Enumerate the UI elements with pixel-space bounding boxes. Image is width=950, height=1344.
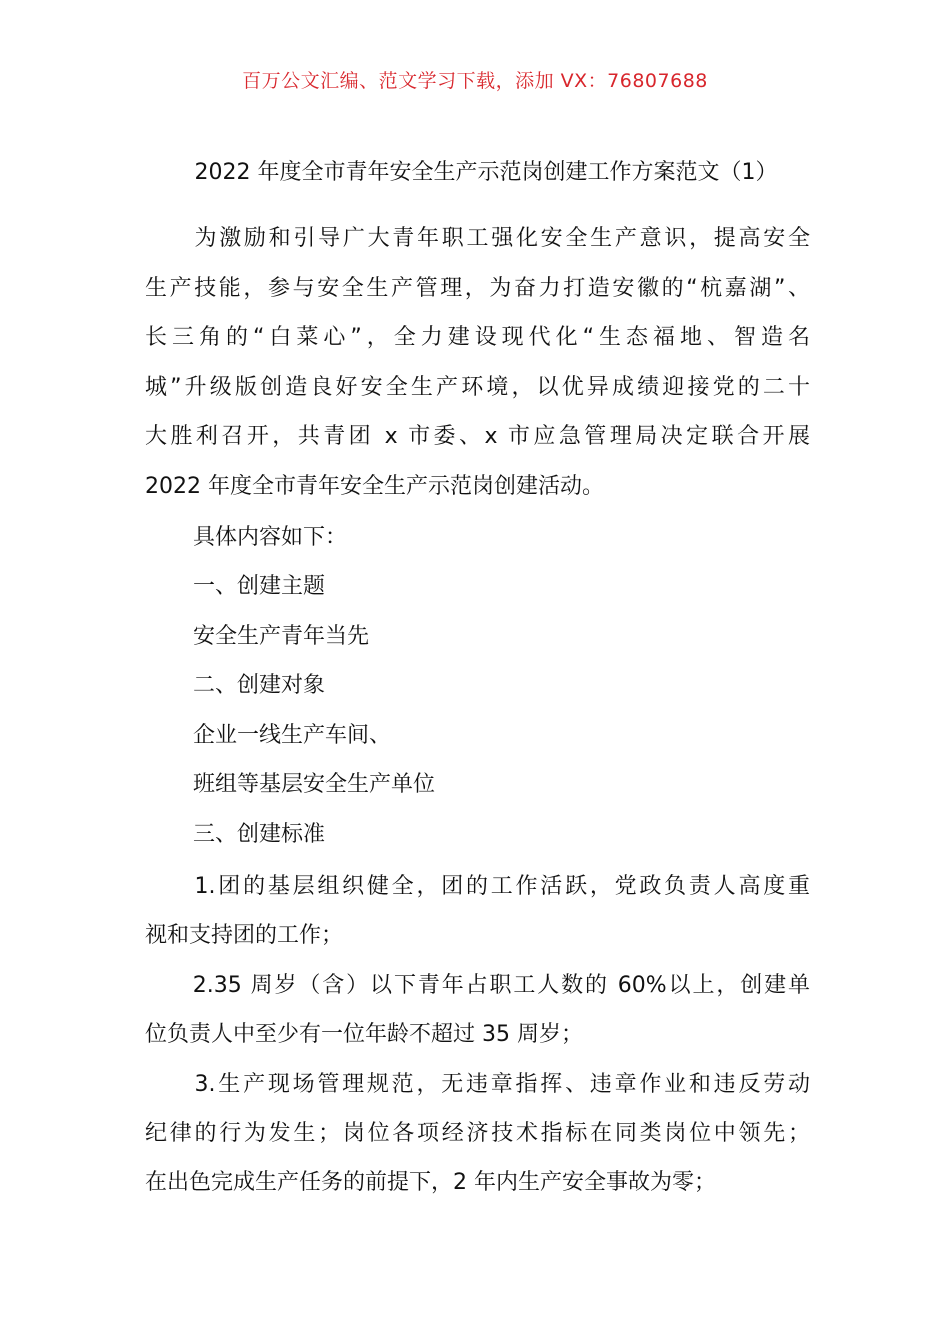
intro-line-6: 2022 年度全市青年安全生产示范岗创建活动。 — [145, 474, 604, 499]
intro-line-3: 长三角的“白菜心”，全力建设现代化“生态福地、智造名 — [145, 325, 810, 350]
standard-3-line-1: 3.生产现场管理规范，无违章指挥、违章作业和违反劳动 — [145, 1072, 810, 1097]
intro-line-5: 大胜利召开，共青团 x 市委、x 市应急管理局决定联合开展 — [145, 424, 810, 449]
document-title: 2022 年度全市青年安全生产示范岗创建工作方案范文（1） — [194, 160, 778, 185]
standard-1-line-1: 1.团的基层组织健全，团的工作活跃，党政负责人高度重 — [145, 874, 810, 899]
intro-line-2: 生产技能，参与安全生产管理，为奋力打造安徽的“杭嘉湖”、 — [145, 276, 811, 301]
intro-line-1: 为激励和引导广大青年职工强化安全生产意识，提高安全 — [145, 226, 810, 251]
section-2-heading: 二、创建对象 — [193, 673, 326, 698]
standard-3-line-3: 在出色完成生产任务的前提下，2 年内生产安全事故为零； — [145, 1170, 716, 1195]
standard-1-line-2: 视和支持团的工作； — [145, 923, 344, 948]
section-1-heading: 一、创建主题 — [193, 574, 326, 599]
standard-2-line-2: 位负责人中至少有一位年龄不超过 35 周岁； — [145, 1022, 583, 1047]
standard-3-line-2: 纪律的行为发生；岗位各项经济技术指标在同类岗位中领先； — [145, 1121, 810, 1146]
section-2-item-1: 企业一线生产车间、 — [193, 723, 392, 748]
header-watermark: 百万公文汇编、范文学习下载，添加 VX：76807688 — [242, 70, 708, 92]
section-2-item-2: 班组等基层安全生产单位 — [193, 772, 436, 797]
section-3-heading: 三、创建标准 — [193, 822, 326, 847]
intro-line-4: 城”升级版创造良好安全生产环境，以优异成绩迎接党的二十 — [145, 375, 810, 400]
section-1-text: 安全生产青年当先 — [193, 624, 370, 649]
content-intro: 具体内容如下： — [193, 525, 348, 550]
standard-2-line-1: 2.35 周岁（含）以下青年占职工人数的 60%以上，创建单 — [145, 973, 810, 998]
